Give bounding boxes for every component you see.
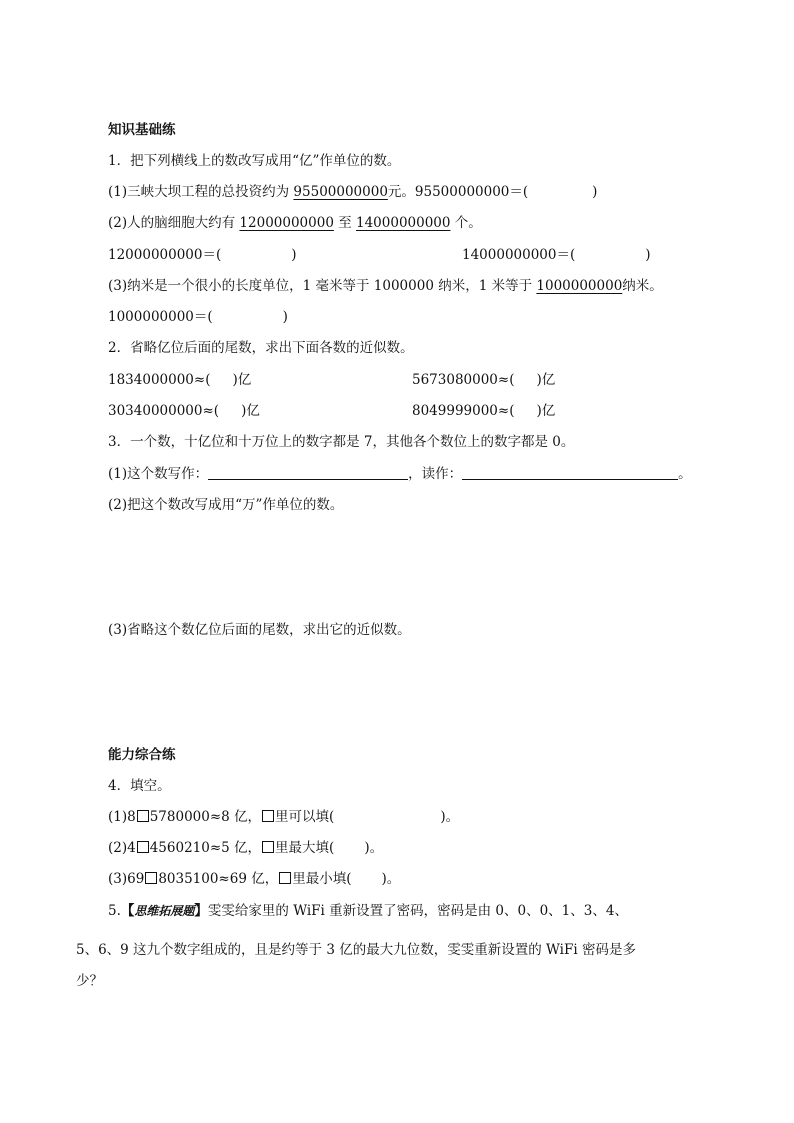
q1-part3-underlined-number: 1000000000 xyxy=(536,278,623,294)
close-paren: ) xyxy=(282,309,288,325)
q2-unit: )亿 xyxy=(232,372,252,388)
close-paren: )。 xyxy=(440,809,460,825)
equation-left: 1000000000＝( xyxy=(108,309,213,325)
q4-part2 xyxy=(108,838,383,858)
q1-part2-text: (2)人的脑细胞大约有 xyxy=(108,215,240,231)
tag-bracket-close: 】 xyxy=(194,903,208,919)
q4-question: 里最大填( xyxy=(275,840,335,856)
q2-number: 8049999000≈( xyxy=(412,403,515,419)
blank-box-icon xyxy=(262,810,274,822)
q3-part1-read-label: ，读作： xyxy=(408,466,463,482)
blank-box-icon xyxy=(137,841,149,853)
q5-line-1 xyxy=(108,901,628,921)
q2-item-1 xyxy=(108,370,251,390)
q2-item-3 xyxy=(108,401,260,421)
q2-unit: )亿 xyxy=(536,403,556,419)
read-answer-line[interactable] xyxy=(462,465,678,480)
q2-number: 30340000000≈( xyxy=(108,403,220,419)
close-paren: )。 xyxy=(364,840,384,856)
q4-number-prefix: (1)8 xyxy=(108,809,136,825)
q4-number-prefix: (3)69 xyxy=(108,871,145,887)
q4-part1 xyxy=(108,807,459,827)
q1-part2-equation-1 xyxy=(108,245,297,265)
q4-question: 里最小填( xyxy=(292,871,352,887)
period: 。 xyxy=(678,466,692,482)
q4-number-suffix: 4560210≈5 亿， xyxy=(149,840,262,856)
q2-unit: )亿 xyxy=(241,403,260,419)
q2-item-2 xyxy=(412,370,555,390)
section-title-basic: 知识基础练 xyxy=(108,122,176,138)
q1-part3 xyxy=(108,276,663,296)
q3-part1 xyxy=(108,464,692,484)
q3-part1-write-label: (1)这个数写作： xyxy=(108,466,209,482)
blank-box-icon xyxy=(145,872,157,884)
q2-number: 1834000000≈( xyxy=(108,372,211,388)
blank-box-icon xyxy=(279,872,291,884)
q2-stem: 2．省略亿位后面的尾数，求出下面各数的近似数。 xyxy=(108,340,414,356)
blank-box-icon xyxy=(137,810,149,822)
q1-stem: 1．把下列横线上的数改写成用“亿”作单位的数。 xyxy=(108,153,401,169)
q4-number-suffix: 8035100≈69 亿， xyxy=(158,871,279,887)
q1-part2-underlined-number-2: 14000000000 xyxy=(356,215,451,231)
close-paren: ) xyxy=(291,247,297,263)
q2-number: 5673080000≈( xyxy=(412,372,515,388)
q5-line-2: 5、6、9 这九个数字组成的，且是约等于 3 亿的最大九位数，雯雯重新设置的 WiFi 密码是多 xyxy=(76,942,636,958)
q1-part3-unit: 纳米。 xyxy=(622,278,663,294)
q4-stem: 4．填空。 xyxy=(108,778,171,794)
q2-unit: )亿 xyxy=(536,372,556,388)
section-title-ability: 能力综合练 xyxy=(108,747,176,763)
q1-part2-connector: 至 xyxy=(333,215,356,231)
write-answer-line[interactable] xyxy=(208,465,408,480)
equation-left: 14000000000＝( xyxy=(462,247,576,263)
close-paren: ) xyxy=(645,247,651,263)
q1-part1-equation: 元。95500000000＝( xyxy=(387,184,529,200)
q1-part3-text: (3)纳米是一个很小的长度单位，1 毫米等于 1000000 纳米，1 米等于 xyxy=(108,278,537,294)
blank-box-icon xyxy=(262,841,274,853)
q5-text: 雯雯给家里的 WiFi 重新设置了密码，密码是由 0、0、0、1、3、4、 xyxy=(207,903,628,919)
q1-part2 xyxy=(108,213,482,233)
q4-question: 里可以填( xyxy=(275,809,335,825)
q1-part2-underlined-number-1: 12000000000 xyxy=(239,215,334,231)
q5-line-3: 少？ xyxy=(76,973,103,989)
q1-part1-underlined-number: 95500000000 xyxy=(293,184,388,200)
q5-number: 5. xyxy=(108,903,121,919)
equation-left: 12000000000＝( xyxy=(108,247,222,263)
tag-bracket-open: 【 xyxy=(120,903,135,919)
q4-number-prefix: (2)4 xyxy=(108,840,136,856)
q1-part1 xyxy=(108,182,597,202)
close-paren: ) xyxy=(592,184,598,200)
q3-part2: (2)把这个数改写成用“万”作单位的数。 xyxy=(108,497,344,513)
q3-part3: (3)省略这个数亿位后面的尾数，求出它的近似数。 xyxy=(108,622,411,638)
q1-part3-equation xyxy=(108,307,288,327)
thinking-extension-tag: 思维拓展题 xyxy=(134,904,195,918)
q1-part2-unit: 个。 xyxy=(450,215,482,231)
close-paren: )。 xyxy=(381,871,401,887)
q1-part2-equation-2 xyxy=(462,245,651,265)
q1-part1-text: (1)三峡大坝工程的总投资约为 xyxy=(108,184,294,200)
q4-number-suffix: 5780000≈8 亿， xyxy=(149,809,262,825)
q4-part3 xyxy=(108,869,400,889)
q2-item-4 xyxy=(412,401,555,421)
q3-stem: 3．一个数，十亿位和十万位上的数字都是 7，其他各个数位上的数字都是 0。 xyxy=(108,434,575,450)
